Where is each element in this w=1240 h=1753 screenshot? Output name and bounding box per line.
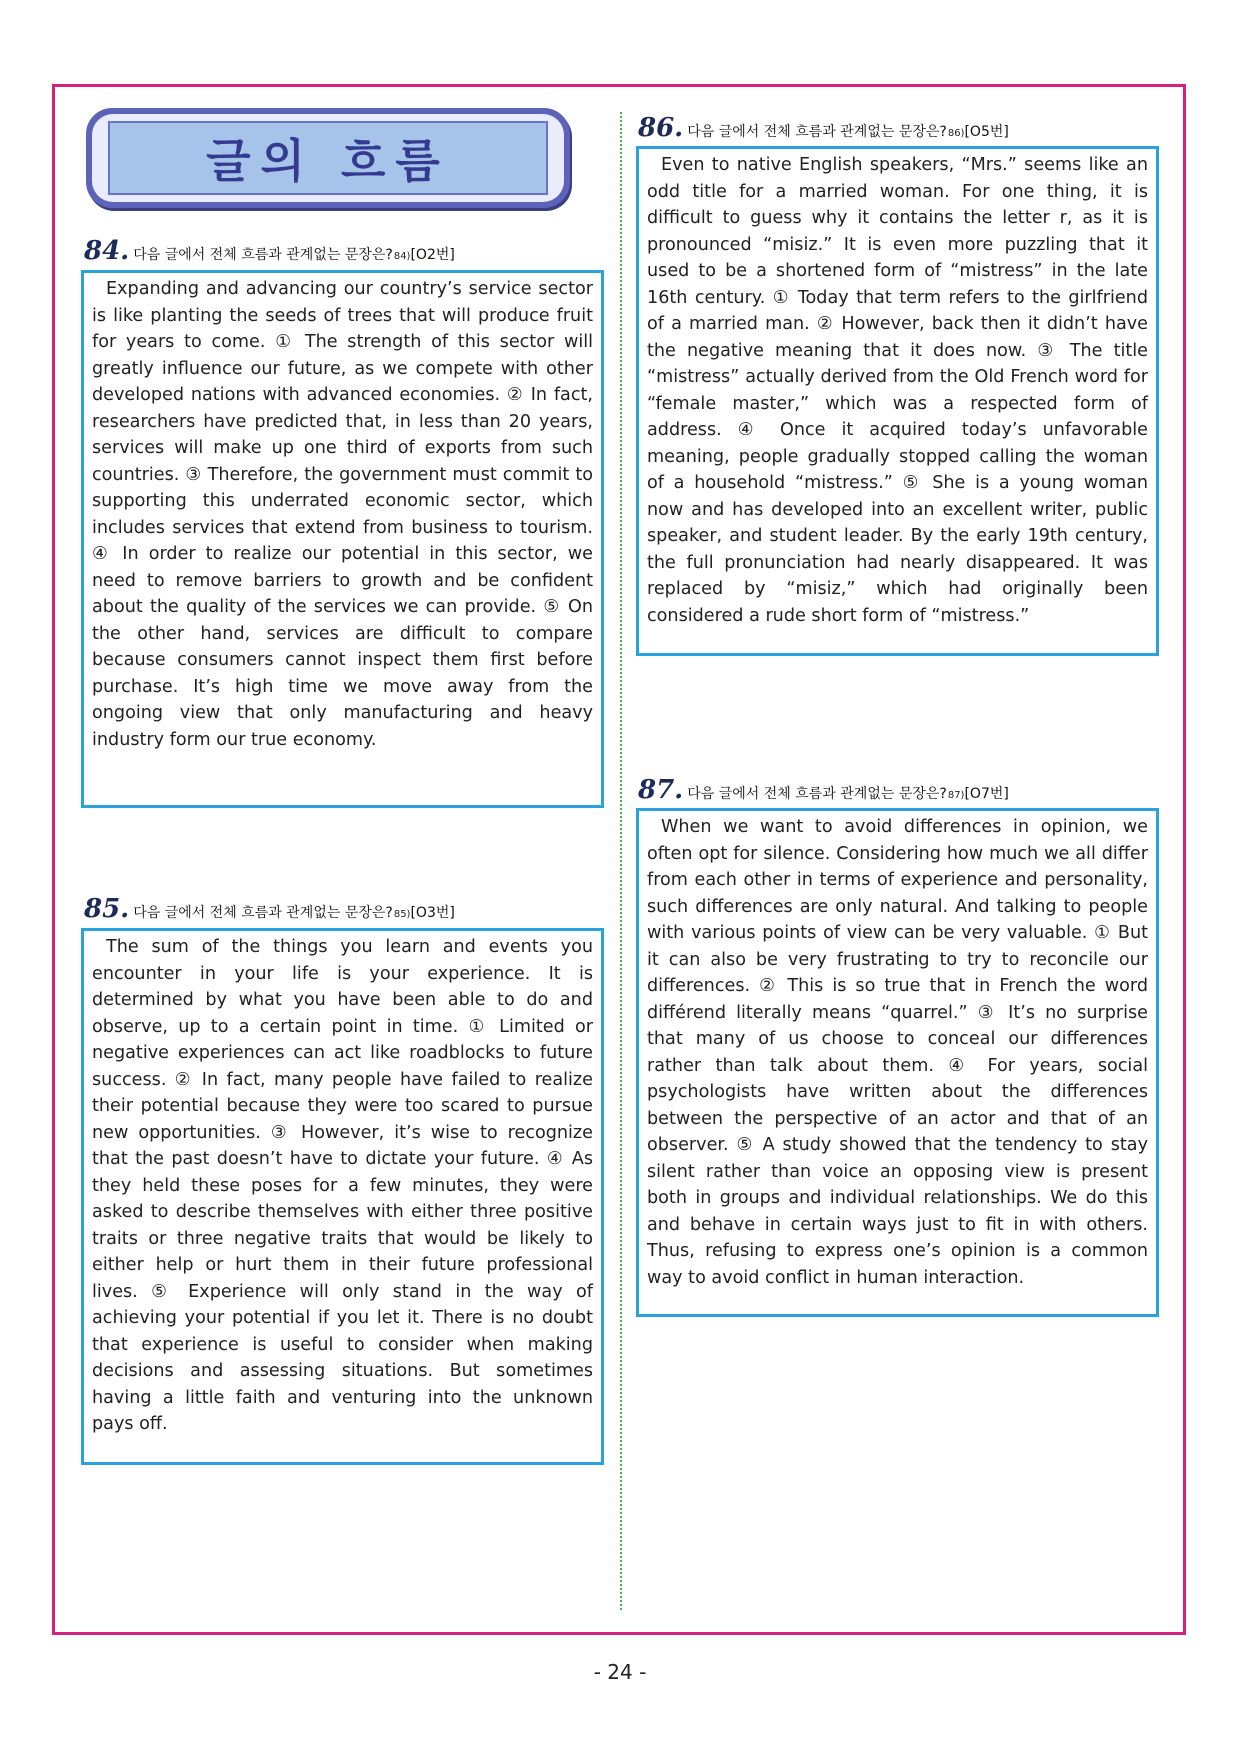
question-87-passage: When we want to avoid differences in opinion, we often opt for silence. Considering how much we all differ from each other in terms of experience and personality, such differences are only natural. And talking to people with various points of view can be very valuable. ① But it can also be very frustrating to try to reconcile our differences. ② This is so true that in French the word différend literally means “quarrel.” ③ It’s no surprise that many of us choose to conceal our differences rather than talk about them. ④ For years, social psychologists have written about the differences between the perspective of an actor and that of an observer. ⑤ A study showed that the tendency to stay silent rather than voice an opposing view is present both in groups and individual relationships. We do this and behave in certain ways just to fit in with others. Thus, refusing to express one’s opinion is a common way to avoid conflict in human interaction. xyxy=(636,808,1159,1317)
footnote-ref: 84) xyxy=(393,251,411,262)
page-number: - 24 - xyxy=(593,1660,647,1684)
question-code: [O3번] xyxy=(410,905,455,921)
section-title-badge xyxy=(86,108,570,208)
question-84-heading xyxy=(84,236,455,266)
question-85-passage: The sum of the things you learn and events you encounter in your life is your experience. It is determined by what you have been able to do and observe, up to a certain point in time. ① Limited or negative experiences can act like roadblocks to future success. ② In fact, many people have failed to realize their potential because they were too scared to pursue new opportunities. ③ However, it’s wise to recognize that the past doesn’t have to dictate your future. ④ As they held these poses for a few minutes, they were asked to describe themselves with either three positive traits or three negative traits that would be likely to either help or hurt them in their future professional lives. ⑤ Experience will only stand in the way of achieving your potential if you let it. There is no doubt that experience is useful to consider when making decisions and assessing situations. But sometimes having a little faith and venturing into the unknown pays off. xyxy=(81,928,604,1465)
question-number: 85. xyxy=(84,894,130,924)
section-title: 글의 흐름 xyxy=(206,134,450,188)
question-prompt: 다음 글에서 전체 흐름과 관계없는 문장은? xyxy=(687,786,947,802)
footnote-ref: 86) xyxy=(947,128,965,139)
question-85-heading xyxy=(84,894,455,924)
question-prompt: 다음 글에서 전체 흐름과 관계없는 문장은? xyxy=(133,247,393,263)
question-code: [O2번] xyxy=(410,247,455,263)
title-panel xyxy=(108,121,548,195)
question-number: 86. xyxy=(638,113,684,143)
question-prompt: 다음 글에서 전체 흐름과 관계없는 문장은? xyxy=(687,124,947,140)
question-code: [O7번] xyxy=(964,786,1009,802)
question-86-heading xyxy=(638,113,1009,143)
question-prompt: 다음 글에서 전체 흐름과 관계없는 문장은? xyxy=(133,905,393,921)
question-code: [O5번] xyxy=(964,124,1009,140)
question-number: 87. xyxy=(638,775,684,805)
question-86-passage: Even to native English speakers, “Mrs.” seems like an odd title for a married woman. For one thing, it is difficult to guess why it contains the letter r, as it is pronounced “misiz.” It is even more puzzling that it used to be a shortened form of “mistress” in the late 16th century. ① Today that term refers to the girlfriend of a married man. ② However, back then it didn’t have the negative meaning that it does now. ③ The title “mistress” actually derived from the Old French word for “female master,” which was a respected form of address. ④ Once it acquired today’s unfavorable meaning, people gradually stopped calling the woman of a household “mistress.” ⑤ She is a young woman now and has developed into an excellent writer, public speaker, and student leader. By the early 19th century, the full pronunciation had nearly disappeared. It was replaced by “misiz,” which had originally been considered a rude short form of “mistress.” xyxy=(636,146,1159,656)
question-number: 84. xyxy=(84,236,130,266)
footnote-ref: 87) xyxy=(947,790,965,801)
footnote-ref: 85) xyxy=(393,909,411,920)
question-84-passage: Expanding and advancing our country’s service sector is like planting the seeds of trees that will produce fruit for years to come. ① The strength of this sector will greatly influence our future, as we compete with other developed nations with advanced economies. ② In fact, researchers have predicted that, in less than 20 years, services will make up one third of exports from such countries. ③ Therefore, the government must commit to supporting this underrated economic sector, which includes services that extend from business to tourism. ④ In order to realize our potential in this sector, we need to remove barriers to growth and be confident about the quality of the services we can provide. ⑤ On the other hand, services are difficult to compare because consumers cannot inspect them first before purchase. It’s high time we move away from the ongoing view that only manufacturing and heavy industry form our true economy. xyxy=(81,270,604,808)
question-87-heading xyxy=(638,775,1009,805)
column-divider xyxy=(620,112,622,1610)
